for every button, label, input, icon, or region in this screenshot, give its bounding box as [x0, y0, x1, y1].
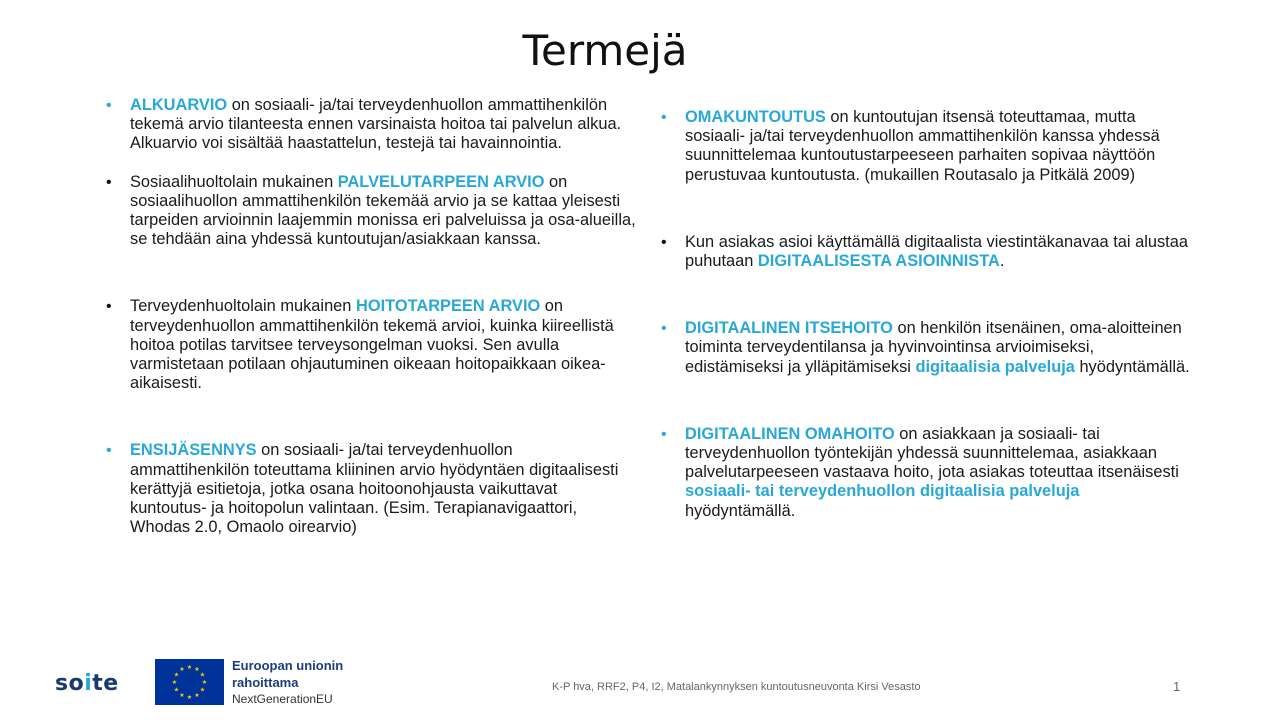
list-item [661, 425, 1191, 521]
svg-text:★: ★ [173, 671, 180, 679]
bullet-icon: • [661, 320, 667, 338]
item-text: on sosiaali- ja/tai terveydenhuollon ammattihenkilön toteuttama kliininen arvio hyödyntäen digitaalisesti kerättyjä esitietoja, jotka osana hoitoonohjausta vaikuttavat kuntoutus- ja hoitopolun valintaan. (Esim. Terapianavigaattori, Whodas 2.0, Omaolo oirearvio) [130, 441, 619, 537]
svg-text:★: ★ [201, 679, 208, 686]
bullet-icon: • [106, 442, 112, 460]
term-digitaaliset-palvelut: sosiaali- tai terveydenhuollon digitaalisia palveluja [685, 482, 1080, 501]
bullet-icon: • [661, 425, 667, 443]
list-item [106, 297, 636, 393]
list-item [661, 319, 1191, 377]
item-text: on asiakkaan ja sosiaali- tai terveydenhuollon työntekijän yhdessä suunnittelemaa, asiakkaan palvelutarpeeseen vastaava hoito, jota asiakas toteuttaa itsenäisesti [685, 424, 1179, 482]
eu-line-1: Euroopan unionin [232, 658, 344, 673]
term-omakuntoutus: OMAKUNTOUTUS [685, 108, 826, 126]
term-alkuarvio: ALKUARVIO [130, 96, 228, 114]
svg-text:★: ★ [199, 671, 206, 679]
eu-line-3: NextGenerationEU [232, 692, 333, 706]
slide-title: Termejä [522, 26, 688, 75]
list-item [661, 108, 1191, 185]
bullet-icon: • [106, 97, 112, 114]
svg-text:★: ★ [194, 666, 200, 673]
bullet-icon: • [106, 173, 112, 191]
svg-text:★: ★ [179, 692, 185, 699]
svg-text:★: ★ [194, 692, 200, 699]
term-hoitotarpeen-arvio: HOITOTARPEEN ARVIO [355, 297, 541, 316]
list-item [106, 173, 636, 250]
item-text: Kun asiakas asioi käyttämällä digitaalista viestintäkanavaa tai alustaa puhutaan [685, 232, 1188, 271]
term-digitaalinen-itsehoito: DIGITAALINEN ITSEHOITO [685, 319, 893, 338]
bullet-icon: • [661, 233, 667, 251]
svg-text:★: ★ [186, 694, 193, 701]
bullet-icon: • [661, 109, 667, 126]
term-digitaalinen-omahoito: DIGITAALINEN OMAHOITO [685, 424, 895, 443]
left-column [106, 96, 636, 537]
right-column [661, 108, 1191, 521]
eu-flag-icon [155, 659, 224, 705]
term-digitaalisesta-asioinnista: DIGITAALISESTA ASIOINNISTA [757, 252, 1000, 271]
item-text: on sosiaalihuollon ammattihenkilön tekemää arvio ja se kattaa yleisesti tarpeiden arvioinnin laajemmin monissa eri palveluissa ja osa-alueilla, se tehdään aina yhdessä kuntoutujan/asiakkaan kanssa. [130, 172, 636, 249]
term-digitaalisia-palveluja: digitaalisia palveluja [915, 357, 1075, 376]
footer-text: K-P hva, RRF2, P4, I2, Matalankynnyksen kuntoutusneuvonta Kirsi Vesasto [552, 681, 921, 693]
term-ensijasennys: ENSIJÄSENNYS [130, 441, 257, 460]
item-text: hyödyntämällä. [685, 501, 796, 520]
eu-line-2: rahoittama [232, 675, 299, 690]
svg-text:★: ★ [173, 686, 180, 694]
eu-funding-label [232, 657, 343, 708]
soite-logo: soite [55, 671, 119, 696]
svg-text:★: ★ [171, 679, 178, 686]
list-item [106, 441, 636, 537]
term-palvelutarpeen-arvio: PALVELUTARPEEN ARVIO [337, 172, 545, 191]
item-text: . [999, 252, 1005, 271]
bullet-icon: • [106, 298, 112, 316]
item-text: on henkilön itsenäinen, oma-aloitteinen toiminta terveydentilansa ja hyvinvointinsa arvioimiseksi, edistämiseksi ja ylläpitämiseksi [685, 319, 1182, 376]
page-number: 1 [1173, 679, 1181, 694]
item-text: on terveydenhuollon ammattihenkilön tekemä arvioi, kuinka kiireellistä hoitoa potilas tarvitsee terveysongelman vuoksi. Sen avulla varmistetaan potilaan ohjautuminen oikeaan hoitopaikkaan oikea-aikaisesti. [130, 297, 614, 393]
list-item [106, 96, 636, 154]
svg-text:★: ★ [186, 664, 193, 671]
item-text: hyödyntämällä. [1074, 357, 1190, 376]
item-text: on sosiaali- ja/tai terveydenhuollon ammattihenkilön tekemä arvio tilanteesta ennen varsinaista hoitoa tai palvelun alkua. Alkuarvio voi sisältää haastattelun, testejä tai havainnointia. [130, 96, 622, 153]
item-text: Terveydenhuoltolain mukainen [130, 297, 356, 316]
soite-logo-accent: i [84, 671, 93, 696]
svg-text:★: ★ [179, 666, 185, 673]
item-text: Sosiaalihuoltolain mukainen [130, 172, 338, 191]
item-text: on kuntoutujan itsensä toteuttamaa, mutta sosiaali- ja/tai terveydenhuollon ammattihenkilön kanssa yhdessä suunnittelemaa kuntoutustarpeeseen parhaiten sopivaa näyttöön perustuvaa kuntoutusta. (mukaillen Routasalo ja Pitkälä 2009) [685, 108, 1160, 184]
list-item [661, 233, 1191, 271]
svg-text:★: ★ [199, 686, 206, 694]
